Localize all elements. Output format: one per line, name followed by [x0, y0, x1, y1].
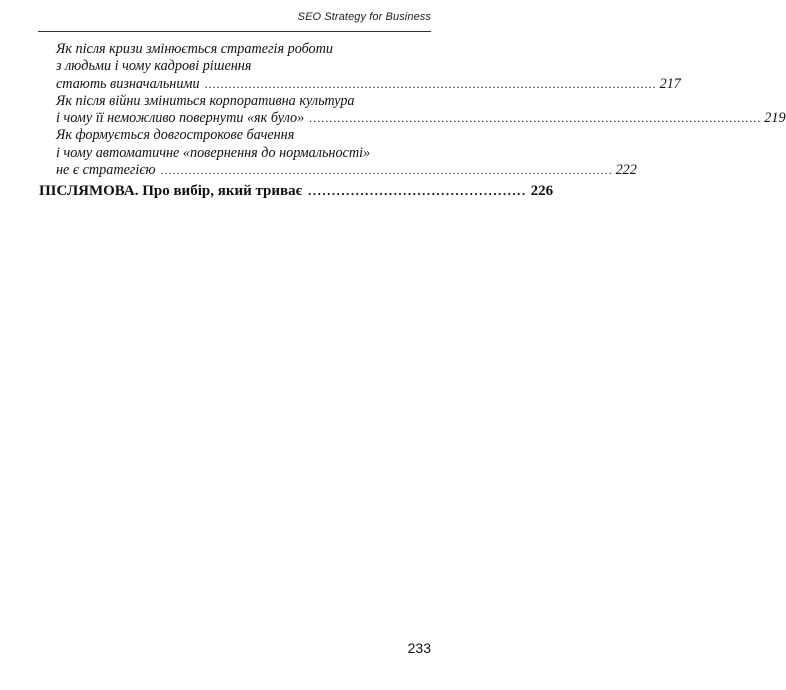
toc-entry-line: і чому автоматичне «повернення до нормальності» [56, 144, 371, 161]
dot-leader: ................................................................................................................. [309, 111, 762, 126]
table-of-contents [39, 41, 786, 201]
toc-page-number: 222 [615, 162, 637, 179]
toc-entry-line: і чому її неможливо повернути «як було» [56, 110, 305, 127]
toc-page-number: 226 [530, 183, 554, 200]
toc-entry-line: Як після кризи змінюється стратегія роботи [56, 41, 333, 57]
toc-entry-line: Як формується довгострокове бачення [56, 127, 295, 144]
toc-entry[interactable] [39, 41, 681, 93]
toc-page-number: 217 [659, 75, 681, 92]
toc-entry[interactable] [39, 127, 637, 179]
dot-leader: .............................................. [308, 183, 527, 199]
toc-entry-line: з людьми і чому кадрові рішення [56, 58, 252, 75]
page-number: 233 [407, 640, 431, 656]
toc-entry[interactable] [39, 92, 786, 128]
running-head: SEO Strategy for Business [297, 11, 431, 23]
afterword-title: ПІСЛЯМОВА. Про вибір, який триває [39, 183, 303, 200]
toc-entry-afterword[interactable] [39, 181, 554, 201]
dot-leader: ................................................................................................................. [204, 76, 657, 91]
toc-entry-line: не є стратегією [56, 162, 156, 179]
dot-leader: ................................................................................................................. [160, 163, 613, 178]
toc-entry-line: стають визначальними [56, 75, 200, 92]
toc-page-number: 219 [764, 110, 786, 127]
toc-entry-line: Як після війни зміниться корпоративна культура [56, 92, 355, 109]
header-rule [38, 31, 431, 32]
